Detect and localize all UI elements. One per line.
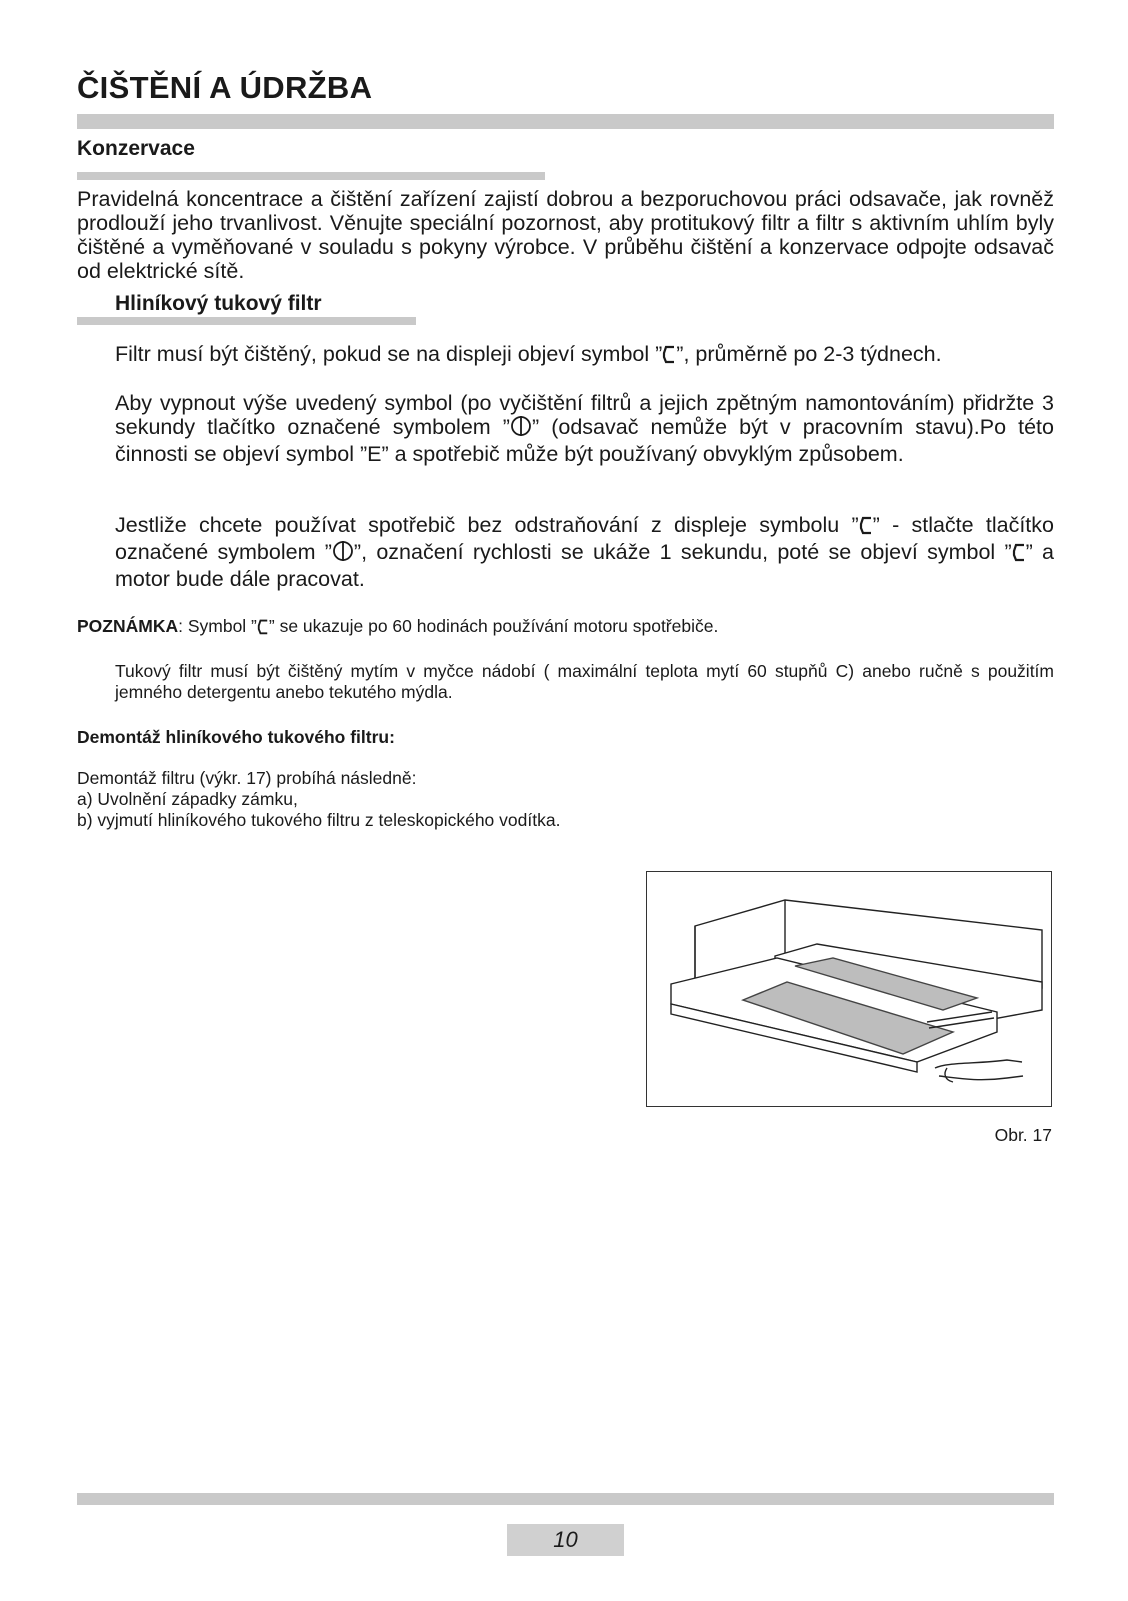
- note-text-a: : Symbol ”: [178, 616, 257, 636]
- filter-p2-text-b: ” (odsavač nemůže být v pracovním stavu).Po této činnosti se objeví symbol ”E” a spotřebič může být používaný obvyklým způsobem.: [115, 415, 1054, 466]
- filter-paragraph-2: [115, 391, 1054, 466]
- figure-caption: Obr. 17: [994, 1125, 1052, 1145]
- section-heading-konzervace: Konzervace: [77, 137, 195, 160]
- note-label: POZNÁMKA: [77, 616, 179, 636]
- note-text-b: ” se ukazuje po 60 hodinách používání motoru spotřebiče.: [268, 616, 719, 636]
- filter-p1-text-b: ”, průměrně po 2-3 týdnech.: [676, 342, 942, 366]
- filter-p3-text-d: ” a motor bude dále pracovat.: [115, 540, 1054, 591]
- range-hood-illustration: [647, 872, 1051, 1106]
- demontaz-line-1: Demontáž filtru (výkr. 17) probíhá následně:: [77, 768, 417, 788]
- section-divider-filter: [77, 317, 416, 325]
- filter-p2-text-a: Aby vypnout výše uvedený symbol (po vyčištění filtrů a jejich zpětným namontováním) přidržte 3 sekundy tlačítko označené symbolem ”: [115, 391, 1054, 439]
- filter-p3-text-b: ” - stlačte tlačítko označené symbolem ”: [115, 513, 1054, 564]
- filter-p3-text-c: ”, označení rychlosti se ukáže 1 sekundu, poté se objeví symbol ”: [353, 540, 1012, 564]
- filter-paragraph-3: [115, 513, 1054, 591]
- power-icon: [332, 540, 354, 567]
- note-line: [77, 616, 1054, 640]
- demontaz-steps: [77, 768, 1054, 831]
- demontaz-line-3: b) vyjmutí hliníkového tukového filtru z teleskopického vodítka.: [77, 810, 561, 830]
- demontaz-heading: Demontáž hliníkového tukového filtru:: [77, 727, 395, 747]
- konzervace-text: Pravidelná koncentrace a čištění zařízení zajistí dobrou a bezporuchovou práci odsavače, jak rovněž prodlouží jeho trvanlivost. Věnujte speciální pozornost, aby protitukový filtr a filtr s aktivním uhlím byly čištěné a vyměňované v souladu s pokyny výrobce. V průběhu čištění a konzervace odpojte odsavač od elektrické sítě.: [77, 187, 1054, 283]
- title-divider: [77, 114, 1054, 129]
- note-paragraph-2: Tukový filtr musí být čištěný mytím v myčce nádobí ( maximální teplota mytí 60 stupňů C) anebo ručně s použitím jemného detergentu anebo tekutého mýdla.: [115, 661, 1054, 702]
- demontaz-line-2: a) Uvolnění západky zámku,: [77, 789, 298, 809]
- filter-clean-icon: [1012, 542, 1026, 567]
- filter-clean-icon: [662, 344, 676, 369]
- filter-paragraph-1: [115, 342, 1054, 369]
- figure-17: [646, 871, 1052, 1107]
- filter-p3-text-a: Jestliže chcete používat spotřebič bez odstraňování z displeje symbolu ”: [115, 513, 859, 537]
- filter-clean-icon: [859, 515, 873, 540]
- footer-divider: [77, 1493, 1054, 1505]
- konzervace-paragraph: [77, 187, 1054, 283]
- section-divider-konzervace: [77, 172, 545, 180]
- power-icon: [510, 415, 532, 442]
- page-number: 10: [507, 1524, 624, 1556]
- section-heading-filter: Hliníkový tukový filtr: [115, 292, 322, 315]
- page-title: ČIŠTĚNÍ A ÚDRŽBA: [77, 70, 373, 105]
- filter-clean-icon: [257, 618, 269, 640]
- filter-p1-text-a: Filtr musí být čištěný, pokud se na displeji objeví symbol ”: [115, 342, 663, 366]
